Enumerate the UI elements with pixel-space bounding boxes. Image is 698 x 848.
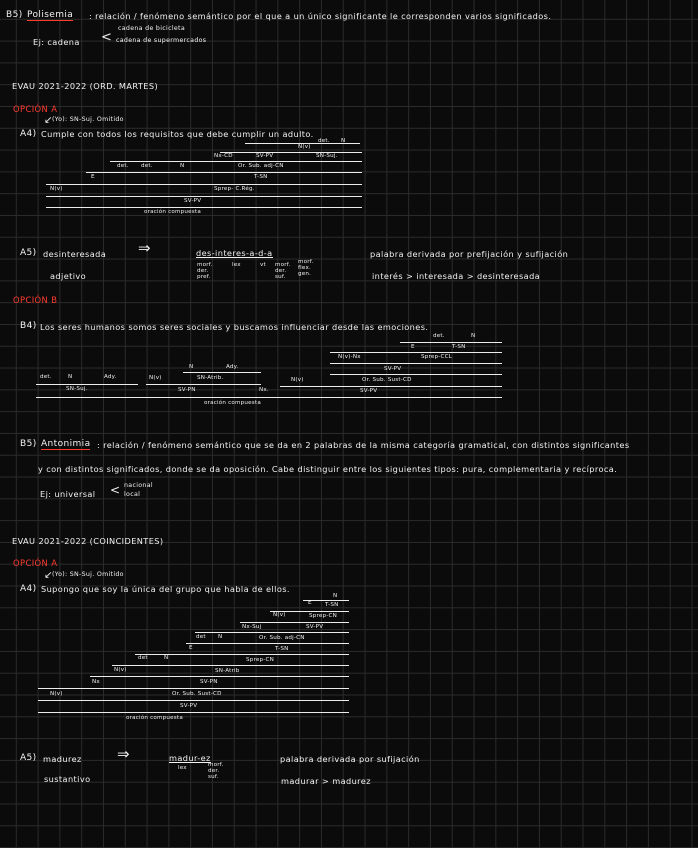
a5b-morph-1: lex — [178, 765, 187, 771]
b5-label: B5) — [6, 10, 23, 20]
tree-node: det. — [141, 163, 153, 169]
tree-node: det. — [433, 333, 445, 339]
b5-term-polisemia: Polisemia — [27, 10, 74, 20]
a5-morph-3: vt — [260, 262, 266, 268]
section-title-2: EVAU 2021-2022 (COINCIDENTES) — [12, 536, 164, 546]
a5-word: desinteresada — [43, 249, 107, 259]
tree-node: Nx-CD — [214, 153, 233, 159]
section-title-1: EVAU 2021-2022 (ORD. MARTES) — [12, 81, 159, 91]
tree-node: Ady. — [226, 364, 239, 370]
tree-node: SV-PV — [256, 153, 274, 159]
tree-node: oración compuesta — [204, 400, 261, 406]
a5-morph-1: morf. der. pref. — [197, 262, 213, 281]
tree-node: T-SN — [275, 646, 289, 652]
tree-node: det. — [40, 374, 52, 380]
tree-node: N(v) — [273, 612, 286, 618]
a5-label: A5) — [20, 248, 37, 258]
tree-node: N — [341, 138, 346, 144]
tree-node: SV-PV — [180, 703, 198, 709]
a5-category: adjetivo — [50, 271, 87, 281]
a5b-category: sustantivo — [44, 774, 91, 784]
tree-node: N — [68, 374, 73, 380]
tree-node: E — [189, 645, 193, 651]
a5-description: palabra derivada por prefijación y sufijación — [370, 249, 569, 259]
a4b-label: A4) — [20, 584, 37, 594]
tree-node: Or. Sub. adj-CN — [238, 163, 284, 169]
tree-node: E — [91, 174, 95, 180]
tree-node: N(v) — [298, 144, 311, 150]
a4b-sentence: Supongo que soy la única del grupo que habla de ellos. — [41, 584, 290, 594]
ej-label: Ej: cadena — [33, 37, 80, 47]
tree-node: Nx — [92, 679, 100, 685]
b4-label: B4) — [20, 321, 37, 331]
tree-node: N — [218, 634, 223, 640]
tree-node: Or. Sub. Sust-CD — [172, 691, 222, 697]
tree-node: N — [189, 364, 194, 370]
tree-node: N(v)-Nx — [338, 354, 361, 360]
b5-antonimia-def-2: y con distintos significados, donde se da oposición. Cabe distinguir entre los siguientes tipos: pura, complementaria y recíproca. — [38, 464, 618, 474]
tree-node: N(v) — [114, 667, 127, 673]
a5b-morphemes: madur-ez — [169, 753, 211, 763]
tree-node: E — [308, 600, 312, 606]
tree-node: det — [138, 655, 148, 661]
tree-node: N(v) — [149, 375, 162, 381]
a5b-derivation-chain: madurar > madurez — [281, 776, 371, 786]
tree-node: N(v) — [50, 691, 63, 697]
tree-node: SV-PV — [184, 198, 202, 204]
tree-node: T-SN — [254, 174, 268, 180]
tree-node: SV-PV — [306, 624, 324, 630]
a5b-morph-2: morf. der. suf. — [208, 762, 224, 781]
a5b-arrow: ⇒ — [117, 745, 130, 763]
tree-node: Sprep-CN — [246, 657, 274, 663]
notes-page: B5) Polisemia : relación / fenómeno semántico por el que a un único significante le corresponden varios significados. cadena de bicicleta Ej: cadena < cadena de supermercados EVAU 2021-2022 (ORD. MARTES) OPCIÓN A (Yo): SN-Suj. Omitido ↙ A4) Cumple con todos los requisitos que debe cumplir un adulto. N(v) det. N Nx-CD SV-PV SN-Suj. det. det. N Or. Sub. adj-CN E T-SN N(v) Sprep- C.Rég. SV-PV oración compuesta A5) desinteresada ⇒ des-interes-a-d-a morf. der. pref. lex vt morf. der. suf. morf. flex. gen. palabra derivada por prefijación y sufijación adjetivo interés > interesada > desinteresada OPCIÓN B B4) Los seres humanos somos seres sociales y buscamos influenciar desde las emociones. det. N E T-SN N(v)-Nx Sprep-CCL N Ady. SV-PV det. N Ady. N(v) SN-Atrib. N(v) Or. Sub. Sust-CD SN-Suj. SV-PN Nx. SV-PV oración compuesta B5) Antonimia : relación / fenómeno semántico que se da en 2 palabras de la misma categoría gramatical, con distintos significantes y con distintos significados, donde se da oposición. Cabe distinguir entre los siguientes tipos: pura, complementaria y recíproca. nacional Ej: universal < local EVAU 2021-2022 (COINCIDENTES) OPCIÓN A (Yo): SN-Suj. Omitido ↙ A4) Supongo que soy la única del grupo que habla de ellos. N E T-SN N(v) Sprep-CN Nx-Suj SV-PV det N Or. Sub. adj-CN E T-SN det N Sprep-CN N(v) SN-Atrib Nx SV-PN N(v) Or. Sub. Sust-CD SV-PV oración compuesta A5) madurez ⇒ madur-ez lex morf. der. suf. palabra derivada por sufijación sustantivo madurar > madurez — [0, 0, 698, 848]
tree-node: SV-PV — [384, 366, 402, 372]
b5-antonimia-label: B5) — [20, 439, 37, 449]
a4-sentence: Cumple con todos los requisitos que debe cumplir un adulto. — [41, 129, 314, 139]
option-a-heading-2: OPCIÓN A — [13, 558, 58, 568]
tree-node: det. — [318, 138, 330, 144]
tree-node: T-SN — [325, 602, 339, 608]
b5-term-antonimia: Antonimia — [41, 439, 91, 449]
tree-node: Nx. — [259, 387, 269, 393]
tree-node: det — [196, 634, 206, 640]
tree-node: oración compuesta — [126, 715, 183, 721]
tree-node: SN-Atrib. — [197, 375, 224, 381]
option-b-heading: OPCIÓN B — [13, 295, 58, 305]
tree-node: Sprep-CCL — [421, 354, 453, 360]
tree-node: Ady. — [104, 374, 117, 380]
tree-node: det. — [117, 163, 129, 169]
tree-node: Or. Sub. adj-CN — [259, 635, 305, 641]
tree-node: N — [164, 655, 169, 661]
b5-antonimia-def-1: : relación / fenómeno semántico que se da en 2 palabras de la misma categoría gramatical, con distintos significantes — [97, 440, 630, 450]
b5-ej-top: nacional — [124, 482, 153, 489]
tree-node: Nx-Suj — [242, 624, 262, 630]
tree-node: SN-Suj. — [316, 153, 338, 159]
tree-node: Sprep-CN — [309, 613, 337, 619]
tree-node: E — [411, 344, 415, 350]
ej-branch-top: cadena de bicicleta — [118, 25, 185, 32]
tree-node: SN-Atrib — [215, 668, 240, 674]
tree-node: SV-PN — [200, 679, 218, 685]
tree-node: N(v) — [291, 377, 304, 383]
tree-node: SN-Suj. — [66, 386, 88, 392]
tree-node: N(v) — [50, 186, 63, 192]
a5b-word: madurez — [43, 754, 82, 764]
a5b-label: A5) — [20, 753, 37, 763]
tree-node: SV-PN — [178, 387, 196, 393]
a4-note: (Yo): SN-Suj. Omitido — [52, 116, 124, 123]
tree-node: N — [333, 593, 338, 599]
a5b-description: palabra derivada por sufijación — [280, 754, 420, 764]
b5-ej-label: Ej: universal — [40, 489, 96, 499]
b5-ej-bottom: local — [124, 491, 141, 498]
tree-node: T-SN — [452, 344, 466, 350]
a4b-note: (Yo): SN-Suj. Omitido — [52, 571, 124, 578]
a4-label: A4) — [20, 129, 37, 139]
a5-morph-5: morf. flex. gen. — [298, 259, 314, 278]
b4-sentence: Los seres humanos somos seres sociales y buscamos influenciar desde las emociones. — [40, 322, 429, 332]
tree-node: Sprep- C.Rég. — [214, 186, 255, 192]
tree-node: Or. Sub. Sust-CD — [362, 377, 412, 383]
option-a-heading: OPCIÓN A — [13, 104, 58, 114]
a5-arrow: ⇒ — [138, 239, 151, 257]
a5-morphemes: des-interes-a-d-a — [196, 248, 273, 258]
a5-morph-4: morf. der. suf. — [275, 262, 291, 281]
b5-definition: : relación / fenómeno semántico por el que a un único significante le corresponden varios significados. — [89, 11, 552, 21]
ej-branch-bottom: cadena de supermercados — [116, 37, 207, 44]
tree-node: N — [180, 163, 185, 169]
tree-node: N — [471, 333, 476, 339]
a5-morph-2: lex — [232, 262, 241, 268]
a5-derivation-chain: interés > interesada > desinteresada — [372, 271, 541, 281]
tree-node: SV-PV — [360, 388, 378, 394]
tree-node: oración compuesta — [144, 209, 201, 215]
